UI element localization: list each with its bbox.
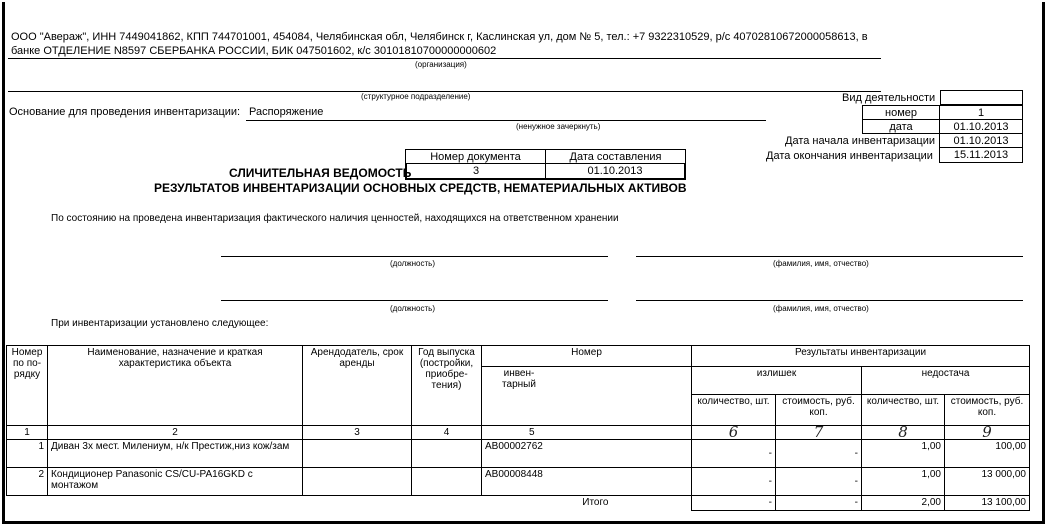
date-value-cell	[939, 119, 1023, 134]
header-surplus: излишек	[692, 367, 862, 395]
col-num-1: 1	[7, 426, 48, 440]
col-num-3: 3	[303, 426, 412, 440]
title-1: СЛИЧИТЕЛЬНАЯ ВЕДОМОСТЬ	[229, 166, 412, 180]
total-surplus-qty: -	[692, 496, 776, 511]
date-value: 01.10.2013	[953, 120, 1009, 133]
col-num-9: 9	[945, 426, 1030, 440]
doc-num-value-cell	[405, 163, 546, 180]
fio-caption-1: (фамилия, имя, отчество)	[773, 259, 869, 268]
start-value-cell	[939, 133, 1023, 148]
doc-date-header-cell	[545, 149, 686, 164]
doc-num-header: Номер документа	[430, 150, 521, 163]
number-label-cell	[862, 105, 940, 120]
header-inventory	[482, 367, 692, 426]
header-year: Год выпуска (постройки, приобре-тения)	[412, 346, 482, 426]
header-results: Результаты инвентаризации	[692, 346, 1030, 367]
header-row-1	[7, 346, 1030, 367]
row-lessor	[303, 468, 412, 496]
end-value: 15.11.2013	[953, 149, 1009, 161]
row-name: Диван 3х мест. Милениум, н/к Престиж,низ кож/зам	[48, 440, 303, 468]
number-label: номер	[885, 106, 917, 119]
table-row	[7, 440, 1030, 468]
title-2: РЕЗУЛЬТАТОВ ИНВЕНТАРИЗАЦИИ ОСНОВНЫХ СРЕДСТВ, НЕМАТЕРИАЛЬНЫХ АКТИВОВ	[154, 181, 687, 195]
number-value: 1	[977, 106, 985, 119]
header-shortage-qty: количество, шт.	[862, 395, 945, 426]
header-name: Наименование, назначение и краткая характеристика объекта	[48, 346, 303, 426]
col-num-5: 5	[482, 426, 692, 440]
header-surplus-qty: количество, шт.	[692, 395, 776, 426]
state-text: По состоянию на проведена инвентаризация фактического наличия ценностей, находящихся на ответственном хранении	[51, 213, 619, 224]
header-lessor: Арендодатель, срок аренды	[303, 346, 412, 426]
col-num-4: 4	[412, 426, 482, 440]
position-caption-2: (должность)	[390, 304, 435, 313]
end-label: Дата окончания инвентаризации	[766, 150, 933, 162]
row-shortage-cost: 100,00	[945, 440, 1030, 468]
doc-num-header-cell	[405, 149, 546, 164]
total-label: Итого	[582, 497, 609, 508]
header-number: Номер	[482, 346, 692, 367]
number-value-cell	[939, 105, 1023, 120]
doc-date-value: 01.10.2013	[587, 165, 643, 177]
header-shortage-cost: стоимость, руб. коп.	[945, 395, 1030, 426]
header-shortage: недостача	[862, 367, 1030, 395]
row-shortage-qty: 1,00	[862, 468, 945, 496]
row-surplus-qty: -	[692, 468, 776, 496]
position-caption-1: (должность)	[390, 259, 435, 268]
total-row	[7, 496, 1030, 511]
basis-value: Распоряжение	[249, 106, 324, 118]
structural-caption: (структурное подразделение)	[361, 92, 471, 101]
row-shortage-cost: 13 000,00	[945, 468, 1030, 496]
basis-underline	[246, 120, 766, 121]
header-inventory-label: инвен-тарный	[502, 368, 536, 390]
row-surplus-qty: -	[692, 440, 776, 468]
fio-caption-2: (фамилия, имя, отчество)	[773, 304, 869, 313]
doc-date-value-cell	[545, 163, 686, 180]
total-surplus-cost: -	[776, 496, 862, 511]
row-inventory: АВ00008448	[482, 468, 692, 496]
org-underline	[8, 58, 881, 59]
column-numbers-row	[7, 426, 1030, 440]
total-spacer	[621, 496, 692, 511]
basis-hint: (ненужное зачеркнуть)	[516, 122, 601, 131]
row-lessor	[303, 440, 412, 468]
fio-line-2	[636, 300, 1023, 301]
row-no: 1	[7, 440, 48, 468]
col-num-8: 8	[862, 426, 945, 440]
basis-label: Основание для проведения инвентаризации:	[9, 106, 241, 118]
row-surplus-cost: -	[776, 468, 862, 496]
end-value-cell	[939, 147, 1023, 163]
doc-num-value: 3	[472, 165, 480, 177]
start-value: 01.10.2013	[953, 134, 1009, 147]
table-row	[7, 468, 1030, 496]
inventory-table	[6, 345, 1030, 511]
activity-label: Вид деятельности	[842, 92, 936, 104]
row-year	[412, 468, 482, 496]
row-inventory: АВ00002762	[482, 440, 692, 468]
row-year	[412, 440, 482, 468]
header-no: Номер по по-рядку	[7, 346, 48, 426]
doc-date-header: Дата составления	[569, 150, 662, 163]
position-line-1	[221, 256, 608, 257]
position-line-2	[221, 300, 608, 301]
total-shortage-qty: 2,00	[862, 496, 945, 511]
start-label: Дата начала инвентаризации	[785, 135, 935, 147]
row-name: Кондиционер Panasonic CS/CU-PA16GKD с монтажом	[48, 468, 303, 496]
org-line-1: ООО "Авераж", ИНН 7449041862, КПП 744701001, 454084, Челябинская обл, Челябинск г, Каслинская ул, дом № 5, тел.: +7 9322310529, р/с 40702810672000058613, в	[11, 31, 868, 43]
col-num-6: 6	[692, 426, 776, 440]
date-label-cell	[862, 119, 940, 134]
row-no: 2	[7, 468, 48, 496]
header-surplus-cost: стоимость, руб. коп.	[776, 395, 862, 426]
row-shortage-qty: 1,00	[862, 440, 945, 468]
org-caption: (организация)	[415, 60, 467, 69]
row-surplus-cost: -	[776, 440, 862, 468]
fio-line-1	[636, 256, 1023, 257]
established-text: При инвентаризации установлено следующее:	[51, 318, 269, 329]
total-shortage-cost: 13 100,00	[945, 496, 1030, 511]
date-label: дата	[889, 120, 913, 133]
col-num-2: 2	[48, 426, 303, 440]
col-num-7: 7	[776, 426, 862, 440]
activity-value-cell	[940, 90, 1023, 105]
org-line-2: банке ОТДЕЛЕНИЕ N8597 СБЕРБАНКА РОССИИ, БИК 047501602, к/с 30101810700000000602	[11, 45, 497, 57]
